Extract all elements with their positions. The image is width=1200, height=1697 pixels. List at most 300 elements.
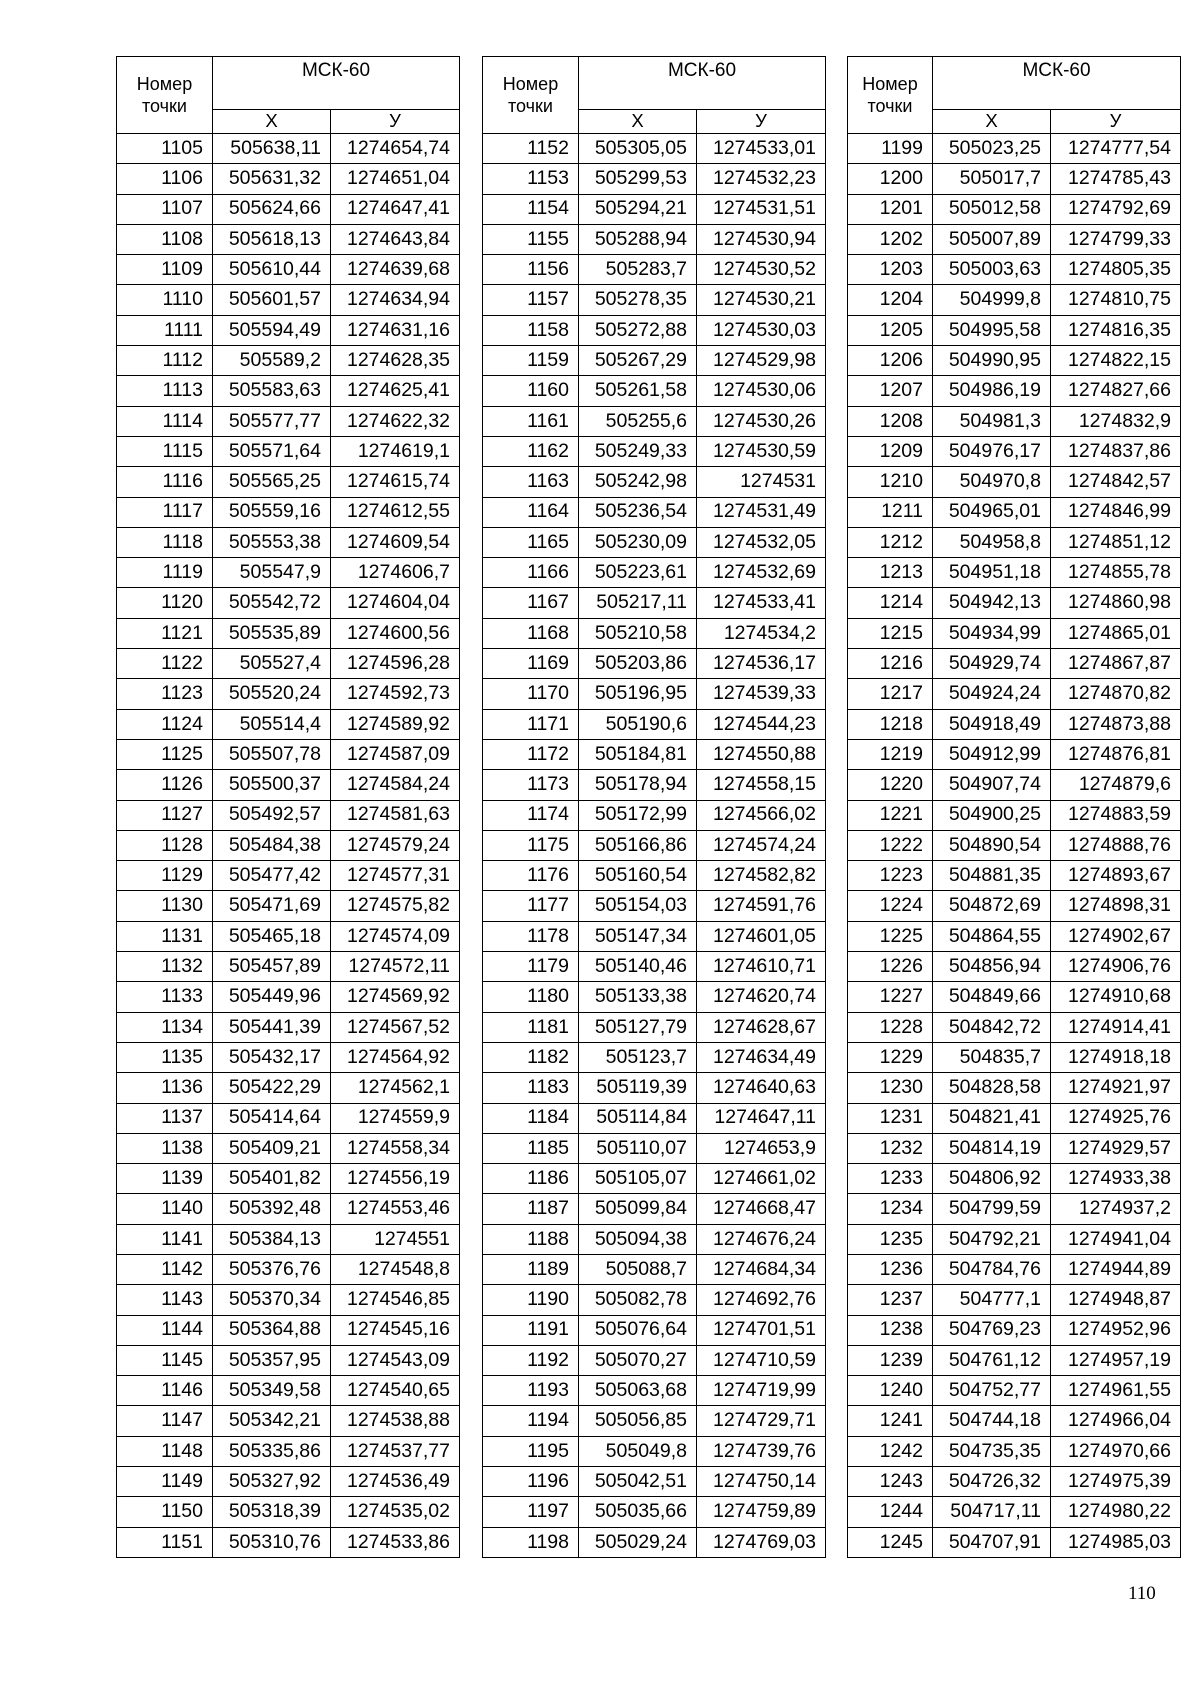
table-row (848, 255, 1181, 285)
table-row (848, 739, 1181, 769)
y-coordinate-cell: 1274944,89 (1051, 1254, 1181, 1284)
x-coordinate-cell: 505349,58 (213, 1376, 331, 1406)
table-row (117, 406, 460, 436)
point-number-cell: 1235 (848, 1224, 933, 1254)
x-coordinate-cell: 504934,99 (933, 618, 1051, 648)
y-coordinate-cell: 1274582,82 (697, 861, 826, 891)
x-coordinate-cell: 504707,91 (933, 1527, 1051, 1557)
x-coordinate-cell: 504907,74 (933, 770, 1051, 800)
x-coordinate-cell: 505294,21 (579, 194, 697, 224)
table-row (117, 164, 460, 194)
point-number-cell: 1161 (483, 406, 579, 436)
y-coordinate-cell: 1274600,56 (331, 618, 460, 648)
table-row (117, 921, 460, 951)
point-number-cell: 1234 (848, 1194, 933, 1224)
point-number-cell: 1144 (117, 1315, 213, 1345)
point-number-cell: 1199 (848, 134, 933, 164)
point-number-header: Номер точки (117, 57, 213, 134)
table-row (483, 1224, 826, 1254)
point-number-cell: 1233 (848, 1164, 933, 1194)
table-row (483, 830, 826, 860)
point-number-cell: 1227 (848, 982, 933, 1012)
x-coordinate-cell: 505119,39 (579, 1073, 697, 1103)
x-coordinate-cell: 504924,24 (933, 679, 1051, 709)
y-coordinate-cell: 1274596,28 (331, 649, 460, 679)
table-row (117, 770, 460, 800)
x-coordinate-cell: 504872,69 (933, 891, 1051, 921)
y-coordinate-cell: 1274535,02 (331, 1497, 460, 1527)
point-number-cell: 1115 (117, 436, 213, 466)
y-coordinate-cell: 1274574,09 (331, 921, 460, 951)
x-coordinate-cell: 505610,44 (213, 255, 331, 285)
table-row (848, 1406, 1181, 1436)
point-number-cell: 1169 (483, 649, 579, 679)
x-coordinate-cell: 505012,58 (933, 194, 1051, 224)
table-row (483, 800, 826, 830)
point-number-cell: 1122 (117, 649, 213, 679)
x-coordinate-cell: 505160,54 (579, 861, 697, 891)
point-number-cell: 1106 (117, 164, 213, 194)
point-number-cell: 1245 (848, 1527, 933, 1557)
x-coordinate-cell: 505441,39 (213, 1012, 331, 1042)
y-coordinate-cell: 1274851,12 (1051, 527, 1181, 557)
point-number-cell: 1153 (483, 164, 579, 194)
x-coordinate-cell: 505583,63 (213, 376, 331, 406)
table-row (483, 1406, 826, 1436)
table-row (483, 952, 826, 982)
x-coordinate-cell: 504990,95 (933, 346, 1051, 376)
table-row (117, 588, 460, 618)
x-coordinate-cell: 505154,03 (579, 891, 697, 921)
point-number-header: Номер точки (483, 57, 579, 134)
y-coordinate-cell: 1274661,02 (697, 1164, 826, 1194)
y-coordinate-cell: 1274966,04 (1051, 1406, 1181, 1436)
table-row (483, 709, 826, 739)
y-coordinate-cell: 1274531,49 (697, 497, 826, 527)
table-row (483, 406, 826, 436)
x-coordinate-cell: 504912,99 (933, 739, 1051, 769)
point-number-cell: 1237 (848, 1285, 933, 1315)
y-coordinate-cell: 1274615,74 (331, 467, 460, 497)
table-row (117, 1042, 460, 1072)
x-coordinate-cell: 505638,11 (213, 134, 331, 164)
y-coordinate-cell: 1274538,88 (331, 1406, 460, 1436)
point-number-cell: 1243 (848, 1467, 933, 1497)
x-coordinate-cell: 505547,9 (213, 558, 331, 588)
y-coordinate-cell: 1274906,76 (1051, 952, 1181, 982)
x-coordinate-cell: 505056,85 (579, 1406, 697, 1436)
point-number-cell: 1231 (848, 1103, 933, 1133)
y-coordinate-cell: 1274769,03 (697, 1527, 826, 1557)
x-coordinate-cell: 505631,32 (213, 164, 331, 194)
x-coordinate-cell: 504842,72 (933, 1012, 1051, 1042)
table-row (848, 376, 1181, 406)
x-coordinate-cell: 504792,21 (933, 1224, 1051, 1254)
table-row (117, 1012, 460, 1042)
point-number-cell: 1108 (117, 224, 213, 254)
point-number-cell: 1141 (117, 1224, 213, 1254)
table-row (848, 467, 1181, 497)
y-coordinate-cell: 1274860,98 (1051, 588, 1181, 618)
x-coordinate-cell: 505063,68 (579, 1376, 697, 1406)
point-number-cell: 1242 (848, 1436, 933, 1466)
point-number-cell: 1167 (483, 588, 579, 618)
y-coordinate-cell: 1274548,8 (331, 1254, 460, 1284)
point-number-cell: 1126 (117, 770, 213, 800)
x-coordinate-cell: 505535,89 (213, 618, 331, 648)
x-coordinate-cell: 505029,24 (579, 1527, 697, 1557)
table-row (483, 285, 826, 315)
table-row (848, 800, 1181, 830)
x-coordinate-cell: 504799,59 (933, 1194, 1051, 1224)
y-coordinate-cell: 1274628,67 (697, 1012, 826, 1042)
table-row (483, 588, 826, 618)
point-number-cell: 1170 (483, 679, 579, 709)
y-coordinate-cell: 1274729,71 (697, 1406, 826, 1436)
table-row (848, 1164, 1181, 1194)
y-coordinate-cell: 1274957,19 (1051, 1345, 1181, 1375)
table-row (848, 649, 1181, 679)
coordinates-table-1 (116, 56, 460, 1558)
table-row (117, 527, 460, 557)
table-row (848, 436, 1181, 466)
point-number-cell: 1230 (848, 1073, 933, 1103)
point-number-cell: 1218 (848, 709, 933, 739)
x-header: Х (933, 110, 1051, 134)
table-row (848, 618, 1181, 648)
y-coordinate-cell: 1274606,7 (331, 558, 460, 588)
table-row (848, 558, 1181, 588)
x-coordinate-cell: 505571,64 (213, 436, 331, 466)
point-number-cell: 1185 (483, 1133, 579, 1163)
y-coordinate-cell: 1274539,33 (697, 679, 826, 709)
point-number-cell: 1208 (848, 406, 933, 436)
point-number-cell: 1183 (483, 1073, 579, 1103)
y-coordinate-cell: 1274559,9 (331, 1103, 460, 1133)
table-row (848, 921, 1181, 951)
y-coordinate-cell: 1274805,35 (1051, 255, 1181, 285)
point-number-cell: 1205 (848, 315, 933, 345)
table-row (117, 1133, 460, 1163)
x-coordinate-cell: 505123,7 (579, 1042, 697, 1072)
table-row (483, 1467, 826, 1497)
point-number-cell: 1116 (117, 467, 213, 497)
y-coordinate-cell: 1274647,41 (331, 194, 460, 224)
y-coordinate-cell: 1274799,33 (1051, 224, 1181, 254)
point-number-cell: 1154 (483, 194, 579, 224)
x-coordinate-cell: 504981,3 (933, 406, 1051, 436)
y-coordinate-cell: 1274676,24 (697, 1224, 826, 1254)
y-coordinate-cell: 1274530,26 (697, 406, 826, 436)
y-coordinate-cell: 1274567,52 (331, 1012, 460, 1042)
y-coordinate-cell: 1274929,57 (1051, 1133, 1181, 1163)
point-number-cell: 1232 (848, 1133, 933, 1163)
point-number-cell: 1119 (117, 558, 213, 588)
table-row (117, 467, 460, 497)
point-number-cell: 1109 (117, 255, 213, 285)
y-coordinate-cell: 1274739,76 (697, 1436, 826, 1466)
y-coordinate-cell: 1274961,55 (1051, 1376, 1181, 1406)
y-coordinate-cell: 1274710,59 (697, 1345, 826, 1375)
table-row (117, 1164, 460, 1194)
x-coordinate-cell: 505335,86 (213, 1436, 331, 1466)
point-number-cell: 1226 (848, 952, 933, 982)
y-coordinate-cell: 1274879,6 (1051, 770, 1181, 800)
point-number-cell: 1220 (848, 770, 933, 800)
table-row (848, 1467, 1181, 1497)
y-coordinate-cell: 1274827,66 (1051, 376, 1181, 406)
y-coordinate-cell: 1274612,55 (331, 497, 460, 527)
point-number-cell: 1197 (483, 1497, 579, 1527)
y-coordinate-cell: 1274918,18 (1051, 1042, 1181, 1072)
x-coordinate-cell: 504942,13 (933, 588, 1051, 618)
y-coordinate-cell: 1274540,65 (331, 1376, 460, 1406)
point-number-cell: 1182 (483, 1042, 579, 1072)
point-number-cell: 1211 (848, 497, 933, 527)
x-coordinate-cell: 505409,21 (213, 1133, 331, 1163)
point-number-cell: 1138 (117, 1133, 213, 1163)
point-number-cell: 1145 (117, 1345, 213, 1375)
x-coordinate-cell: 504784,76 (933, 1254, 1051, 1284)
x-coordinate-cell: 505542,72 (213, 588, 331, 618)
y-coordinate-cell: 1274842,57 (1051, 467, 1181, 497)
table-row (848, 1073, 1181, 1103)
x-coordinate-cell: 505624,66 (213, 194, 331, 224)
y-coordinate-cell: 1274551 (331, 1224, 460, 1254)
y-coordinate-cell: 1274921,97 (1051, 1073, 1181, 1103)
table-row (117, 1467, 460, 1497)
table-row (117, 436, 460, 466)
point-number-cell: 1117 (117, 497, 213, 527)
table-row (848, 1254, 1181, 1284)
y-coordinate-cell: 1274980,22 (1051, 1497, 1181, 1527)
y-coordinate-cell: 1274876,81 (1051, 739, 1181, 769)
y-coordinate-cell: 1274651,04 (331, 164, 460, 194)
x-coordinate-cell: 504761,12 (933, 1345, 1051, 1375)
x-coordinate-cell: 505492,57 (213, 800, 331, 830)
y-coordinate-cell: 1274867,87 (1051, 649, 1181, 679)
y-coordinate-cell: 1274628,35 (331, 346, 460, 376)
point-number-cell: 1192 (483, 1345, 579, 1375)
point-number-cell: 1210 (848, 467, 933, 497)
x-coordinate-cell: 504744,18 (933, 1406, 1051, 1436)
x-coordinate-cell: 505255,6 (579, 406, 697, 436)
x-coordinate-cell: 505223,61 (579, 558, 697, 588)
coordinate-system-header: МСК-60 (933, 57, 1181, 110)
y-coordinate-cell: 1274643,84 (331, 224, 460, 254)
table-row (483, 891, 826, 921)
x-coordinate-cell: 505305,05 (579, 134, 697, 164)
point-number-cell: 1156 (483, 255, 579, 285)
x-coordinate-cell: 505422,29 (213, 1073, 331, 1103)
x-coordinate-cell: 505184,81 (579, 739, 697, 769)
point-number-cell: 1105 (117, 134, 213, 164)
table-row (848, 830, 1181, 860)
y-coordinate-cell: 1274985,03 (1051, 1527, 1181, 1557)
x-coordinate-cell: 504881,35 (933, 861, 1051, 891)
y-coordinate-cell: 1274545,16 (331, 1315, 460, 1345)
x-coordinate-cell: 504849,66 (933, 982, 1051, 1012)
y-coordinate-cell: 1274692,76 (697, 1285, 826, 1315)
x-coordinate-cell: 504864,55 (933, 921, 1051, 951)
y-coordinate-cell: 1274668,47 (697, 1194, 826, 1224)
x-coordinate-cell: 505432,17 (213, 1042, 331, 1072)
point-number-cell: 1203 (848, 255, 933, 285)
table-row (848, 1012, 1181, 1042)
x-coordinate-cell: 505267,29 (579, 346, 697, 376)
x-coordinate-cell: 505007,89 (933, 224, 1051, 254)
y-coordinate-cell: 1274530,21 (697, 285, 826, 315)
point-number-cell: 1193 (483, 1376, 579, 1406)
table-row (483, 1436, 826, 1466)
point-number-cell: 1133 (117, 982, 213, 1012)
point-number-cell: 1157 (483, 285, 579, 315)
y-coordinate-cell: 1274575,82 (331, 891, 460, 921)
y-coordinate-cell: 1274553,46 (331, 1194, 460, 1224)
point-number-cell: 1178 (483, 921, 579, 951)
point-number-cell: 1155 (483, 224, 579, 254)
x-coordinate-cell: 505449,96 (213, 982, 331, 1012)
point-number-cell: 1159 (483, 346, 579, 376)
table-row (848, 709, 1181, 739)
table-row (117, 618, 460, 648)
y-coordinate-cell: 1274855,78 (1051, 558, 1181, 588)
x-coordinate-cell: 504918,49 (933, 709, 1051, 739)
page-number: 110 (1128, 1583, 1156, 1604)
x-coordinate-cell: 505261,58 (579, 376, 697, 406)
table-row (848, 1436, 1181, 1466)
point-number-cell: 1216 (848, 649, 933, 679)
y-coordinate-cell: 1274870,82 (1051, 679, 1181, 709)
table-row (483, 527, 826, 557)
table-row (483, 164, 826, 194)
y-coordinate-cell: 1274622,32 (331, 406, 460, 436)
point-number-cell: 1160 (483, 376, 579, 406)
y-coordinate-cell: 1274591,76 (697, 891, 826, 921)
x-coordinate-cell: 505477,42 (213, 861, 331, 891)
x-coordinate-cell: 505099,84 (579, 1194, 697, 1224)
point-number-cell: 1221 (848, 800, 933, 830)
y-coordinate-cell: 1274701,51 (697, 1315, 826, 1345)
y-coordinate-cell: 1274625,41 (331, 376, 460, 406)
point-number-cell: 1114 (117, 406, 213, 436)
table-row (117, 224, 460, 254)
y-coordinate-cell: 1274546,85 (331, 1285, 460, 1315)
y-coordinate-cell: 1274530,94 (697, 224, 826, 254)
x-coordinate-cell: 505147,34 (579, 921, 697, 951)
y-coordinate-cell: 1274566,02 (697, 800, 826, 830)
table-row (117, 861, 460, 891)
table-row (483, 134, 826, 164)
y-coordinate-cell: 1274609,54 (331, 527, 460, 557)
x-coordinate-cell: 504970,8 (933, 467, 1051, 497)
y-coordinate-cell: 1274792,69 (1051, 194, 1181, 224)
y-coordinate-cell: 1274601,05 (697, 921, 826, 951)
table-row (483, 1164, 826, 1194)
table-row (117, 558, 460, 588)
table-row (848, 224, 1181, 254)
table-row (483, 315, 826, 345)
point-number-cell: 1241 (848, 1406, 933, 1436)
y-coordinate-cell: 1274832,9 (1051, 406, 1181, 436)
x-coordinate-cell: 504929,74 (933, 649, 1051, 679)
point-number-cell: 1225 (848, 921, 933, 951)
x-coordinate-cell: 505140,46 (579, 952, 697, 982)
y-coordinate-cell: 1274550,88 (697, 739, 826, 769)
x-coordinate-cell: 504752,77 (933, 1376, 1051, 1406)
table-row (483, 982, 826, 1012)
y-header: У (1051, 110, 1181, 134)
table-row (848, 1285, 1181, 1315)
table-row (483, 1497, 826, 1527)
y-coordinate-cell: 1274888,76 (1051, 830, 1181, 860)
point-number-cell: 1125 (117, 739, 213, 769)
y-coordinate-cell: 1274533,41 (697, 588, 826, 618)
table-row (117, 134, 460, 164)
x-coordinate-cell: 505392,48 (213, 1194, 331, 1224)
table-row (483, 194, 826, 224)
y-coordinate-cell: 1274883,59 (1051, 800, 1181, 830)
point-number-cell: 1130 (117, 891, 213, 921)
point-number-cell: 1148 (117, 1436, 213, 1466)
y-coordinate-cell: 1274893,67 (1051, 861, 1181, 891)
table-row (483, 1285, 826, 1315)
x-coordinate-cell: 505357,95 (213, 1345, 331, 1375)
y-header: У (697, 110, 826, 134)
y-coordinate-cell: 1274579,24 (331, 830, 460, 860)
y-coordinate-cell: 1274634,94 (331, 285, 460, 315)
point-number-cell: 1118 (117, 527, 213, 557)
table-row (848, 861, 1181, 891)
table-row (117, 1376, 460, 1406)
table-row (117, 315, 460, 345)
point-number-cell: 1140 (117, 1194, 213, 1224)
table-row (848, 1133, 1181, 1163)
point-number-cell: 1149 (117, 1467, 213, 1497)
y-coordinate-cell: 1274604,04 (331, 588, 460, 618)
point-number-cell: 1162 (483, 436, 579, 466)
y-coordinate-cell: 1274910,68 (1051, 982, 1181, 1012)
y-coordinate-cell: 1274653,9 (697, 1133, 826, 1163)
x-coordinate-cell: 505384,13 (213, 1224, 331, 1254)
x-coordinate-cell: 504777,1 (933, 1285, 1051, 1315)
point-number-cell: 1120 (117, 588, 213, 618)
y-coordinate-cell: 1274975,39 (1051, 1467, 1181, 1497)
x-coordinate-cell: 505203,86 (579, 649, 697, 679)
table-row (483, 1315, 826, 1345)
y-coordinate-cell: 1274536,17 (697, 649, 826, 679)
x-coordinate-cell: 504726,32 (933, 1467, 1051, 1497)
x-coordinate-cell: 505088,7 (579, 1254, 697, 1284)
x-coordinate-cell: 505520,24 (213, 679, 331, 709)
y-coordinate-cell: 1274530,59 (697, 436, 826, 466)
table-row (483, 1133, 826, 1163)
table-row (483, 376, 826, 406)
point-number-cell: 1191 (483, 1315, 579, 1345)
point-number-cell: 1171 (483, 709, 579, 739)
y-coordinate-cell: 1274558,15 (697, 770, 826, 800)
y-coordinate-cell: 1274532,23 (697, 164, 826, 194)
y-coordinate-cell: 1274952,96 (1051, 1315, 1181, 1345)
table-row (483, 739, 826, 769)
point-number-cell: 1165 (483, 527, 579, 557)
table-row (117, 649, 460, 679)
point-number-cell: 1188 (483, 1224, 579, 1254)
point-number-cell: 1128 (117, 830, 213, 860)
table-row (117, 830, 460, 860)
x-coordinate-cell: 504821,41 (933, 1103, 1051, 1133)
point-number-cell: 1190 (483, 1285, 579, 1315)
